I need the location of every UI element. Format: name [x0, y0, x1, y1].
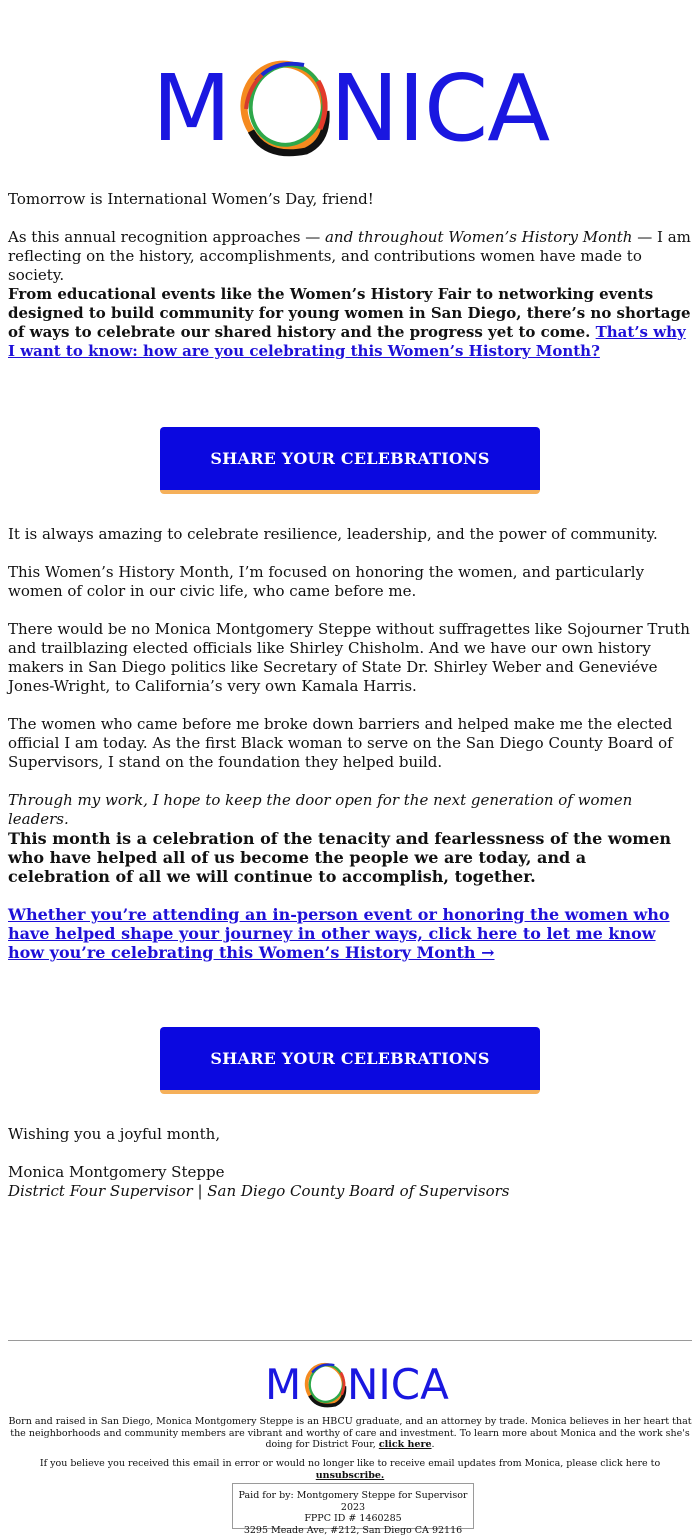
footer-bio-end: .: [431, 1439, 435, 1450]
footer-click-here-link[interactable]: click here: [378, 1439, 432, 1450]
footer-logo-letter-m: M: [265, 1360, 302, 1409]
next-generation-paragraph: Through my work, I hope to keep the door open for the next generation of women leaders.: [8, 791, 633, 828]
paid-for-box: [232, 1483, 474, 1536]
footer-divider: [8, 1340, 692, 1341]
history-makers-paragraph: There would be no Monica Montgomery Steppe without suffragettes like Sojourner Truth and trailblazing elected officials like Shirley Chisholm. And we have our own history makers in San Diego politics like Secretary of State Dr. Shirley Weber and Geneviéve Jones-Wright, to California’s very own Kamala Harris.: [8, 620, 690, 695]
closing-text: Wishing you a joyful month,: [8, 1125, 221, 1143]
footer-logo-ring-icon: [303, 1358, 349, 1410]
address-line: 3295 Meade Ave, #212, San Diego CA 92116: [243, 1524, 463, 1536]
fppc-id-line: FPPC ID # 1460285: [304, 1513, 402, 1524]
greeting-text: Tomorrow is International Women’s Day, friend!: [8, 190, 374, 208]
celebrating-question-link[interactable]: That’s why I want to know: how are you celebrating this Women’s History Month?: [8, 323, 686, 360]
logo-ring-icon: [236, 51, 336, 161]
honoring-paragraph: This Women’s History Month, I’m focused on honoring the women, and particularly women of color in our civic life, who came before me.: [8, 563, 645, 600]
share-celebrations-button-bottom[interactable]: SHARE YOUR CELEBRATIONS: [160, 1027, 540, 1094]
intro-paragraph: [8, 228, 692, 285]
unsubscribe-link[interactable]: unsubscribe.: [315, 1469, 385, 1481]
intro-text-italic: and throughout Women’s History Month: [324, 228, 633, 246]
footer-logo-letters-nica: NICA: [347, 1360, 449, 1409]
logo-letter-m: M: [152, 55, 231, 162]
barriers-paragraph: The women who came before me broke down barriers and helped make me the elected official I am today. As the first Black woman to serve on the San Diego County Board of Supervisors, I stand on the foundation they helped build.: [8, 715, 673, 771]
signature-name: Monica Montgomery Steppe: [8, 1163, 225, 1181]
monica-logo: [152, 55, 567, 165]
events-paragraph: [8, 285, 692, 361]
signature-title: District Four Supervisor | San Diego County Board of Supervisors: [8, 1182, 510, 1200]
let-me-know-paragraph: [8, 905, 692, 962]
paid-for-line: Paid for by: Montgomery Steppe for Supervisor 2023: [238, 1490, 468, 1513]
intro-text-b: — I am reflecting on the history, accomplishments, and contributions women have made to society.: [8, 228, 691, 284]
intro-text-a: As this annual recognition approaches —: [8, 228, 325, 246]
share-celebrations-button-top[interactable]: SHARE YOUR CELEBRATIONS: [160, 427, 540, 494]
resilience-paragraph: It is always amazing to celebrate resilience, leadership, and the power of community.: [8, 525, 658, 543]
celebration-paragraph: This month is a celebration of the tenacity and fearlessness of the women who have helped all of us become the people we are today, and a celebration of all we will continue to accomplish, together.: [8, 829, 672, 886]
let-me-know-link[interactable]: Whether you’re attending an in-person event or honoring the women who have helped shape your journey in other ways, click here to let me know how you’re celebrating this Women’s History Month →: [8, 905, 670, 962]
unsubscribe-text: If you believe you received this email in error or would no longer like to receive email updates from Monica, please click here to: [39, 1458, 661, 1469]
footer-monica-logo: [265, 1358, 455, 1408]
events-text: From educational events like the Women’s History Fair to networking events designed to build community for young women in San Diego, there’s no shortage of ways to celebrate our shared history and the progress yet to come.: [8, 285, 691, 341]
footer-bio: [8, 1416, 692, 1451]
footer-bio-text: Born and raised in San Diego, Monica Montgomery Steppe is an HBCU graduate, and an attorney by trade. Monica believes in her heart that the neighborhoods and community members are vibrant and worthy of care and investment. To learn more about Monica and the work she's doing for District Four,: [8, 1416, 692, 1450]
footer-unsubscribe-notice: [8, 1458, 692, 1481]
logo-letters-nica: NICA: [330, 55, 550, 162]
